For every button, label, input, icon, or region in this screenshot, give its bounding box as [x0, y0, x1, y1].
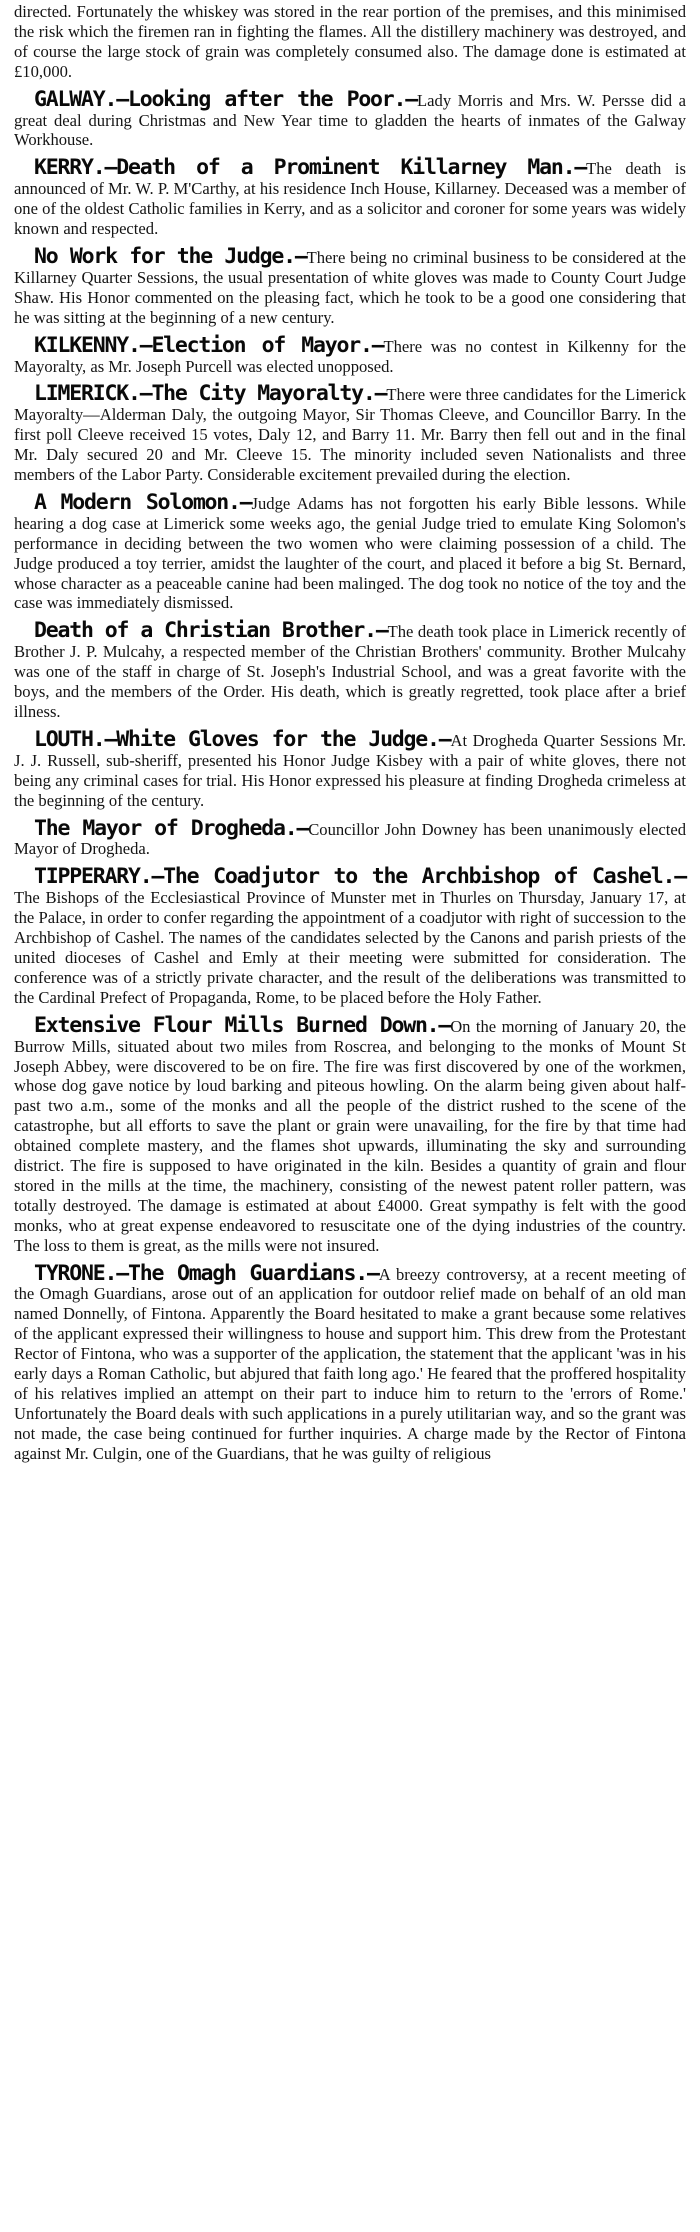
article-body: The Bishops of the Ecclesiastical Province of Munster met in Thurles on Thursday, January 17, at the Palace, in order to confer regarding the appointment of a coadjutor with right of succession to the Archbishop of Cashel. The names of the candidates selected by the Canons and parish priests of the united dioceses of Cashel and Emly at their meeting were submitted for consideration. The conference was of a strictly private character, and the result of the deliberations was transmitted to the Cardinal Prefect of Propaganda, Rome, to be placed before the Holy Father.: [14, 888, 686, 1007]
article-headline: TYRONE.—The Omagh Guardians.—: [34, 1260, 379, 1286]
article-limerick-mayoralty: [14, 381, 687, 485]
article-body: Lady Morris and Mrs. W. Persse did a great deal during Christmas and New Year time to gladden the hearts of inmates of the Galway Workhouse.: [14, 90, 687, 150]
article-body: Councillor John Downey has been unanimously elected Mayor of Drogheda.: [14, 819, 686, 859]
article-body: There being no criminal business to be considered at the Killarney Quarter Sessions, the usual presentation of white gloves was made to County Court Judge Shaw. His Honor commented on the pleasing fact, which he took to be a good one considering that he was sitting at the beginning of a new century.: [14, 247, 686, 327]
article-flour-mills: [14, 1012, 686, 1256]
article-headline: LIMERICK.—The City Mayoralty.—: [34, 381, 387, 407]
article-no-work-judge: [14, 243, 686, 328]
article-body: The death is announced of Mr. W. P. M'Carthy, at his residence Inch House, Killarney. Deceased was a member of one of the oldest Catholic families in Kerry, and as a solicitor and coroner for some years was widely known and respected.: [14, 159, 686, 239]
article-headline: No Work for the Judge.—: [34, 243, 307, 269]
article-louth: [14, 726, 686, 811]
article-headline: GALWAY.—Looking after the Poor.—: [34, 86, 418, 112]
article-modern-solomon: [14, 489, 686, 613]
article-body: A breezy controversy, at a recent meeting of the Omagh Guardians, arose out of an application for outdoor relief made on behalf of an old man named Donnelly, of Fintona. Apparently the Board hesitated to make a grant because some relatives of the applicant expressed their willingness to house and support him. This drew from the Protestant Rector of Fintona, who was a supporter of the application, the statement that the applicant 'was in his early days a Roman Catholic, but abjured that faith long ago.' He feared that the proffered hospitality of his relatives implied an attempt on their part to induce him to return to the 'errors of Rome.' Unfortunately the Board deals with such applications in a purely utilitarian way, and so the grant was not made, the case being continued for further inquiries. A charge made by the Rector of Fintona against Mr. Culgin, one of the Guardians, that he was guilty of religious: [14, 1264, 686, 1463]
article-christian-brother: [14, 618, 686, 722]
article-body: At Drogheda Quarter Sessions Mr. J. J. Russell, sub-sheriff, presented his Honor Judge Kisbey with a pair of white gloves, there not being any criminal cases for trial. His Honor expressed his pleasure at finding Drogheda crimeless at the beginning of the century.: [14, 730, 686, 810]
article-tipperary: [14, 864, 686, 1007]
article-galway: [14, 86, 687, 151]
article-kerry: [14, 155, 686, 239]
article-tyrone: [14, 1260, 686, 1464]
article-headline: LOUTH.—White Gloves for the Judge.—: [34, 726, 451, 752]
article-body: There were three candidates for the Limerick Mayoralty—Alderman Daly, the outgoing Mayor, Sir Thomas Cleeve, and Councillor Barry. In the first poll Cleeve received 15 votes, Daly 12, and Barry 11. Mr. Barry then fell out and in the final Mr. Daly secured 20 and Mr. Cleeve 15. The minority included seven Nationalists and three members of the Labor Party. Considerable excitement prevailed during the election.: [14, 385, 687, 485]
article-kilkenny: [14, 332, 686, 377]
article-body: There was no contest in Kilkenny for the Mayoralty, as Mr. Joseph Purcell was elected unopposed.: [14, 336, 686, 376]
article-headline: KERRY.—Death of a Prominent Killarney Man.—: [34, 155, 587, 181]
article-continued: [14, 2, 686, 82]
article-headline: A Modern Solomon.—: [34, 489, 252, 515]
article-headline: Death of a Christian Brother.—: [34, 618, 388, 644]
article-headline: Extensive Flour Mills Burned Down.—: [34, 1012, 451, 1038]
article-mayor-drogheda: [14, 815, 686, 860]
article-headline: TIPPERARY.—The Coadjutor to the Archbishop of Cashel.—: [34, 864, 686, 890]
article-body: Judge Adams has not forgotten his early Bible lessons. While hearing a dog case at Limerick some weeks ago, the genial Judge tried to emulate King Solomon's performance in deciding between the two women who were claiming possession of a child. The Judge produced a toy terrier, amidst the laughter of the court, and placed it before a big St. Bernard, whose character as a peaceable canine had been malinged. The dog took no notice of the toy and the case was immediately dismissed.: [14, 493, 686, 613]
article-body: On the morning of January 20, the Burrow Mills, situated about two miles from Roscrea, and belonging to the monks of Mount St Joseph Abbey, were discovered to be on fire. The fire was first discovered by one of the workmen, whose dog gave notice by loud barking and piteous howling. On the alarm being given about half-past two a.m., some of the monks and all the people of the district rushed to the scene of the catastrophe, but all efforts to save the plant or grain were unavailing, for the fire by that time had obtained complete mastery, and the flames shot upwards, illuminating the sky and surrounding district. The fire is supposed to have originated in the kiln. Besides a quantity of grain and flour stored in the mills at the time, the machinery, consisting of the newest patent roller pattern, was totally destroyed. The damage is estimated at about £4000. Great sympathy is felt with the good monks, who at great expense endeavored to resuscitate one of the dying industries of the country. The loss to them is great, as the mills were not insured.: [14, 1016, 686, 1255]
article-body: The death took place in Limerick recently of Brother J. P. Mulcahy, a respected member of the Christian Brothers' community. Brother Mulcahy was one of the staff in charge of St. Joseph's Industrial School, and was a great favorite with the boys, and the members of the Order. His death, which is greatly regretted, took place after a brief illness.: [14, 622, 686, 721]
article-headline: KILKENNY.—Election of Mayor.—: [34, 332, 384, 358]
article-body: directed. Fortunately the whiskey was stored in the rear portion of the premises, and this minimised the risk which the firemen ran in fighting the flames. All the distillery machinery was destroyed, and of course the large stock of grain was completely consumed also. The damage done is estimated at £10,000.: [14, 2, 686, 81]
article-headline: The Mayor of Drogheda.—: [34, 815, 309, 841]
